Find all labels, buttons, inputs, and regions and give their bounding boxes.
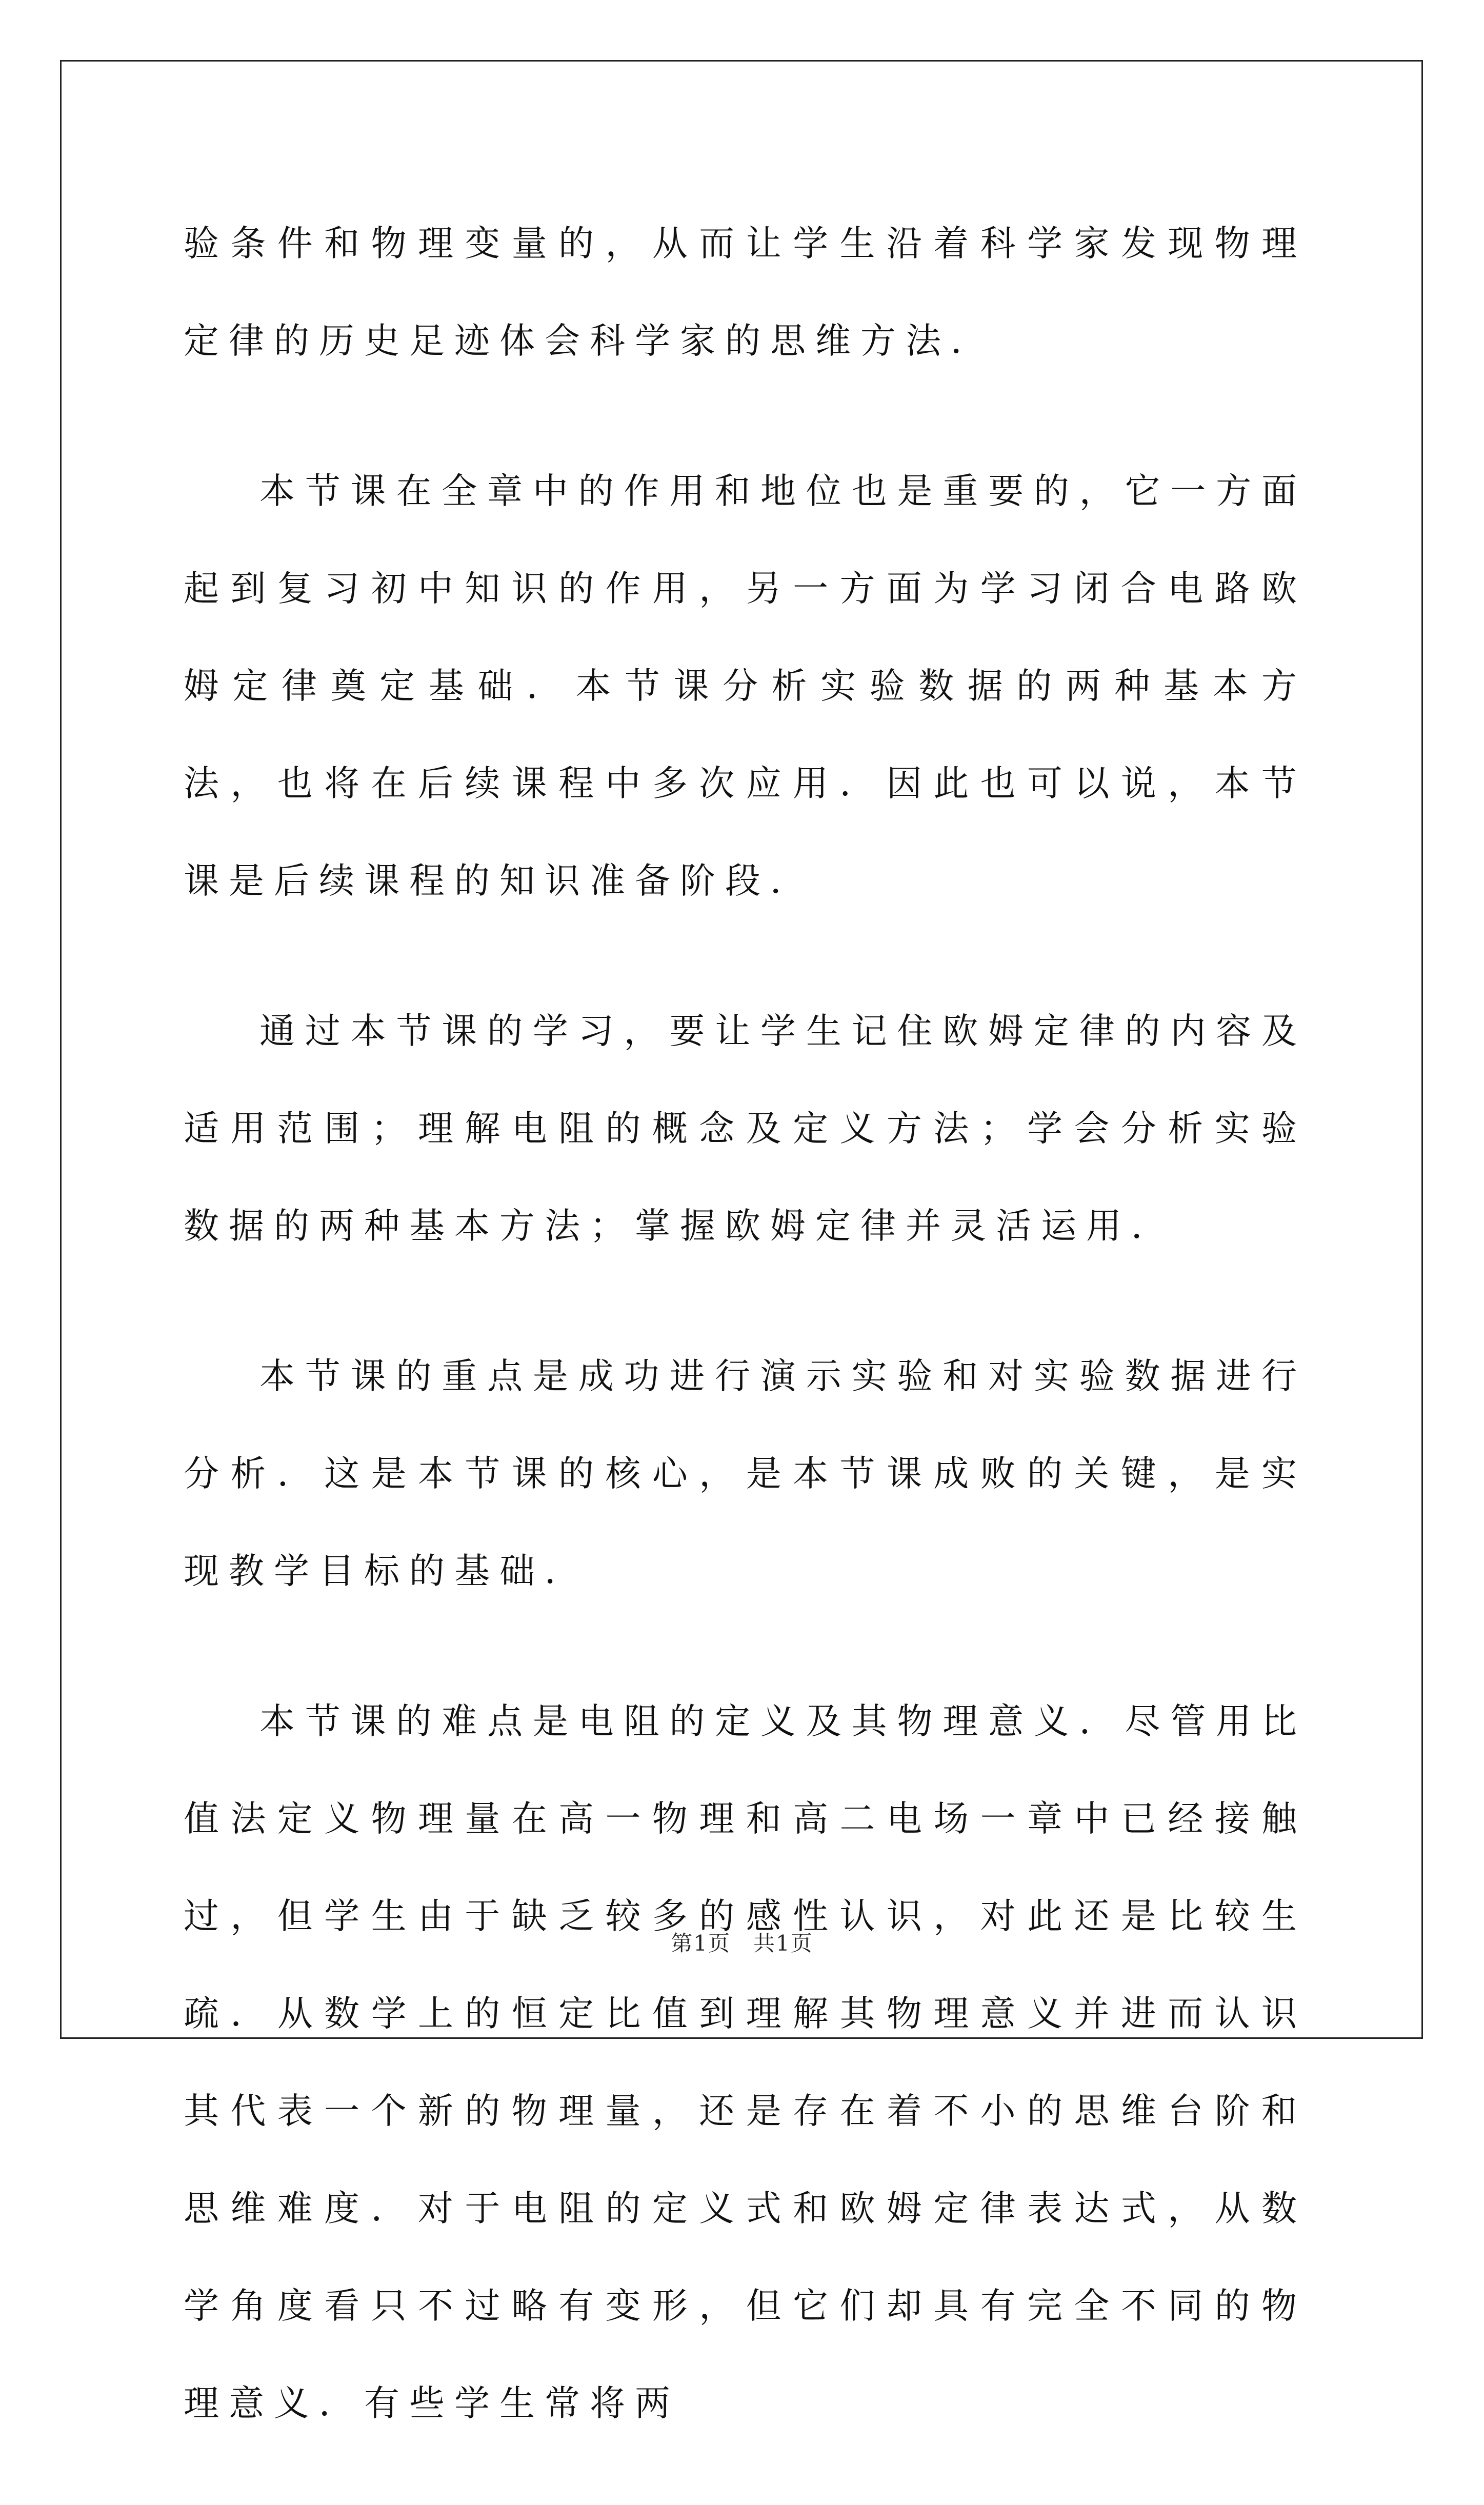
paragraph-1: 验条件和物理变量的，从而让学生沿着科学家发现物理定律的历史足迹体会科学家的思维方法．: [184, 223, 1307, 362]
paragraph-5: 本节课的难点是电阻的定义及其物理意义．尽管用比值法定义物理量在高一物理和高二电场一章中已经接触过，但学生由于缺乏较多的感性认识，对此还是比较生疏．从数学上的恒定比值到理解其物理意义并进而认识其代表一个新的物理量，还是存在着不小的思维台阶和思维难度．对于电阻的定义式和欧姆定律表达式，从数学角度看只不过略有变形，但它们却具有完全不同的物理意义．有些学生常将两: [184, 1701, 1307, 2424]
page-footer: 第1页 共1页: [671, 1931, 813, 1956]
paragraph-4: 本节课的重点是成功进行演示实验和对实验数据进行分析．这是本节课的核心，是本节课成败的关键，是实现教学目标的基础．: [184, 1356, 1307, 1592]
document-body: [184, 195, 1307, 2505]
paragraph-3: 通过本节课的学习，要让学生记住欧姆定律的内容及适用范围；理解电阻的概念及定义方法；学会分析实验数据的两种基本方法；掌握欧姆定律并灵活运用．: [184, 1011, 1307, 1247]
paragraph-2: 本节课在全章中的作用和地位也是重要的，它一方面起到复习初中知识的作用，另一方面为学习闭合电路欧姆定律奠定基础．本节课分析实验数据的两种基本方法，也将在后续课程中多次应用．因此也可以说，本节课是后续课程的知识准备阶段．: [184, 471, 1307, 901]
